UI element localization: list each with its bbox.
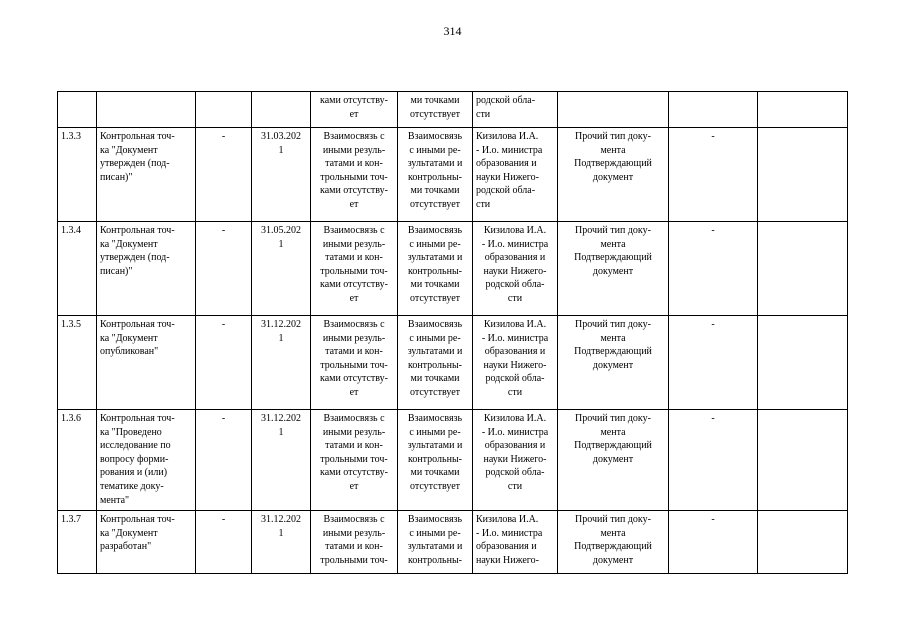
link-results-cell: ками отсутству- ет [311,92,398,128]
link-points-cell: Взаимосвязь с иными ре- зультатами и контрольны- ми точками отсутствует [398,410,473,511]
responsible-cell: родской обла- сти [473,92,558,128]
name-cell [97,92,196,128]
control-points-table [57,91,848,574]
name-cell: Контрольная точ- ка "Документ разработан" [97,511,196,574]
link-results-cell: Взаимосвязь с иными резуль- татами и кон- трольными точ- ками отсутству- ет [311,128,398,222]
link-points-cell: Взаимосвязь с иными ре- зультатами и контрольны- [398,511,473,574]
empty-cell [758,128,848,222]
row-number-cell: 1.3.3 [58,128,97,222]
extra-cell: - [669,410,758,511]
table-row [58,511,848,574]
value-cell [196,92,252,128]
extra-cell: - [669,222,758,316]
empty-cell [758,410,848,511]
empty-cell [758,316,848,410]
empty-cell [758,92,848,128]
document-type-cell: Прочий тип доку- мента Подтверждающий документ [558,222,669,316]
empty-cell [758,222,848,316]
link-results-cell: Взаимосвязь с иными резуль- татами и кон- трольными точ- [311,511,398,574]
row-number-cell: 1.3.4 [58,222,97,316]
extra-cell: - [669,511,758,574]
document-type-cell: Прочий тип доку- мента Подтверждающий документ [558,511,669,574]
row-number-cell: 1.3.5 [58,316,97,410]
table-row [58,316,848,410]
document-type-cell [558,92,669,128]
responsible-cell: Кизилова И.А. - И.о. министра образования и науки Нижего- родской обла- сти [473,222,558,316]
value-cell: - [196,316,252,410]
table-row [58,92,848,128]
responsible-cell: Кизилова И.А. - И.о. министра образования и науки Нижего- родской обла- сти [473,128,558,222]
extra-cell [669,92,758,128]
row-number-cell [58,92,97,128]
document-type-cell: Прочий тип доку- мента Подтверждающий документ [558,316,669,410]
value-cell: - [196,511,252,574]
empty-cell [758,511,848,574]
date-cell: 31.03.202 1 [252,128,311,222]
name-cell: Контрольная точ- ка "Документ утвержден (под- писан)" [97,128,196,222]
table-row [58,410,848,511]
date-cell: 31.12.202 1 [252,316,311,410]
link-points-cell: Взаимосвязь с иными ре- зультатами и контрольны- ми точками отсутствует [398,128,473,222]
name-cell: Контрольная точ- ка "Документ опубликован" [97,316,196,410]
responsible-cell: Кизилова И.А. - И.о. министра образования и науки Нижего- [473,511,558,574]
table-row [58,128,848,222]
responsible-cell: Кизилова И.А. - И.о. министра образования и науки Нижего- родской обла- сти [473,410,558,511]
document-type-cell: Прочий тип доку- мента Подтверждающий документ [558,410,669,511]
table-row [58,222,848,316]
date-cell [252,92,311,128]
row-number-cell: 1.3.7 [58,511,97,574]
link-points-cell: Взаимосвязь с иными ре- зультатами и контрольны- ми точками отсутствует [398,316,473,410]
link-results-cell: Взаимосвязь с иными резуль- татами и кон- трольными точ- ками отсутству- ет [311,222,398,316]
link-results-cell: Взаимосвязь с иными резуль- татами и кон- трольными точ- ками отсутству- ет [311,316,398,410]
page-number: 314 [443,24,462,38]
date-cell: 31.12.202 1 [252,410,311,511]
name-cell: Контрольная точ- ка "Документ утвержден (под- писан)" [97,222,196,316]
link-points-cell: ми точками отсутствует [398,92,473,128]
name-cell: Контрольная точ- ка "Проведено исследование по вопросу форми- рования и (или) тематике доку- мента" [97,410,196,511]
link-points-cell: Взаимосвязь с иными ре- зультатами и контрольны- ми точками отсутствует [398,222,473,316]
extra-cell: - [669,316,758,410]
date-cell: 31.12.202 1 [252,511,311,574]
value-cell: - [196,410,252,511]
value-cell: - [196,222,252,316]
link-results-cell: Взаимосвязь с иными резуль- татами и кон- трольными точ- ками отсутству- ет [311,410,398,511]
responsible-cell: Кизилова И.А. - И.о. министра образования и науки Нижего- родской обла- сти [473,316,558,410]
date-cell: 31.05.202 1 [252,222,311,316]
document-type-cell: Прочий тип доку- мента Подтверждающий документ [558,128,669,222]
extra-cell: - [669,128,758,222]
row-number-cell: 1.3.6 [58,410,97,511]
value-cell: - [196,128,252,222]
